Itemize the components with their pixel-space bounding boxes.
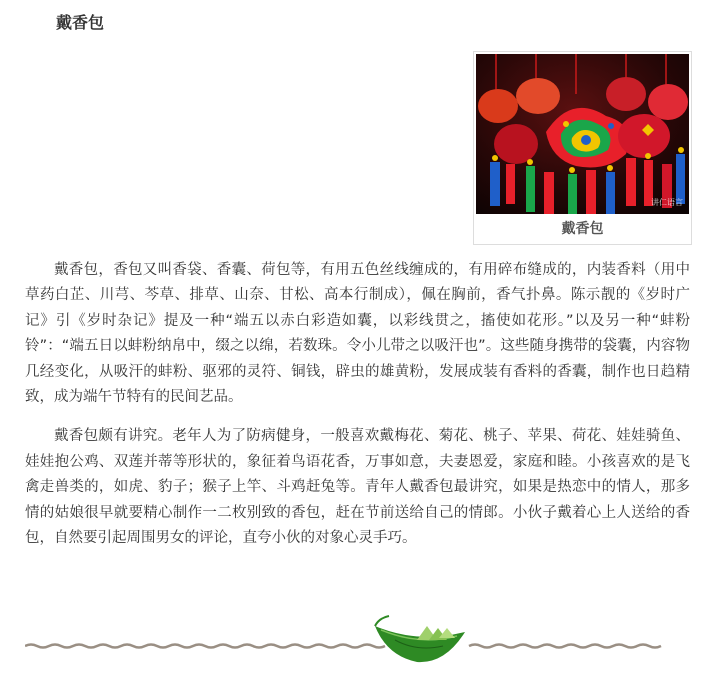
figure-caption: 戴香包: [561, 221, 604, 237]
sachet-photo-art: [476, 54, 689, 214]
photo-watermark: 讲仁语言: [651, 198, 683, 207]
article-paragraph: 戴香包，香包又叫香袋、香囊、荷包等，有用五色丝线缠成的，有用碎布缝成的，内装香料（用中草药白芷、川芎、芩草、排草、山奈、甘松、高本行制成），佩在胸前，香气扑鼻。陈示靓的《岁时广记》引《岁时杂记》提及一种“端五以赤白彩造如囊，以彩线贯之，搐使如花形。”以及另一种“蚌粉铃”：“端五日以蚌粉纳帛中，缀之以绵，若数珠。令小儿带之以吸汗也”。这些随身携带的袋囊，内容物几经变化，从吸汗的蚌粉、驱邪的灵符、铜钱，辟虫的雄黄粉，发展成装有香料的香囊，制作也日趋精致，成为端午节特有的民间艺品。: [25, 262, 690, 406]
article-paragraph: 戴香包颇有讲究。老年人为了防病健身，一般喜欢戴梅花、菊花、桃子、苹果、荷花、娃娃骑鱼、娃娃抱公鸡、双莲并蒂等形状的，象征着鸟语花香，万事如意，夫妻恩爱，家庭和睦。小孩喜欢的是飞禽走兽类的，如虎、豹子；猴子上竿、斗鸡赶兔等。青年人戴香包最讲究，如果是热恋中的情人，那多情的姑娘很早就要精心制作一二枚别致的香包，赶在节前送给自己的情郎。小伙子戴着心上人送给的香包，自然要引起周围男女的评论，直夸小伙的对象心灵手巧。: [25, 428, 690, 547]
section-title: 戴香包: [56, 13, 105, 32]
sachet-figure: [473, 51, 692, 245]
decorative-divider: [25, 612, 667, 672]
wavy-line-left: [25, 645, 385, 648]
leaf-icon: [375, 626, 465, 662]
article-body: [25, 258, 690, 565]
wavy-line-right: [469, 645, 661, 648]
zongzi-leaf-divider: [25, 612, 667, 672]
sachet-photo: [476, 54, 689, 214]
